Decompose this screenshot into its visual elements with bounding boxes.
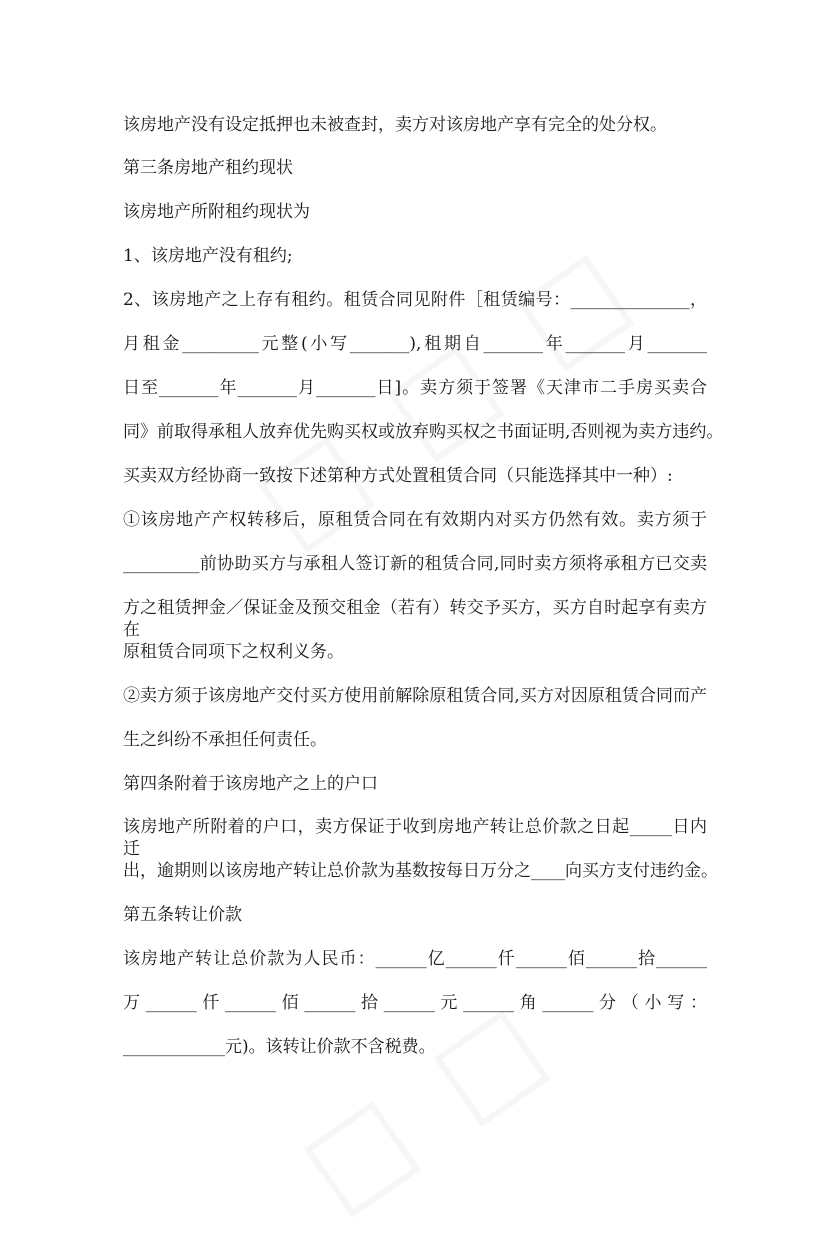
paragraph-line: _________前协助买方与承租人签订新的租赁合同,同时卖方须将承租方已交卖 <box>123 554 707 574</box>
section-heading: 第五条转让价款 <box>123 905 242 925</box>
paragraph-line: 月租金_________元整(小写_______),租期自_______年_______月_______ <box>123 334 707 354</box>
paragraph-line: 买卖双方经协商一致按下述第种方式处置租赁合同（只能选择其中一种）: <box>123 466 673 486</box>
paragraph-line: 原租赁合同项下之权利义务。 <box>123 642 344 662</box>
paragraph-line: ____________元)。该转让价款不含税费。 <box>123 1037 436 1057</box>
paragraph-line: 出，逾期则以该房地产转让总价款为基数按每日万分之____向买方支付违约金。 <box>123 861 718 881</box>
paragraph-line: 方之租赁押金／保证金及预交租金（若有）转交予买方，买方自时起享有卖方在 <box>123 598 707 640</box>
paragraph-line: 该房地产没有设定抵押也未被查封，卖方对该房地产享有完全的处分权。 <box>123 115 667 135</box>
paragraph-line: 日至_______年_______月_______日]。卖方须于签署《天津市二手房买卖合 <box>123 378 707 398</box>
list-item: ②卖方须于该房地产交付买方使用前解除原租赁合同,买方对因原租赁合同而产 <box>123 686 707 706</box>
paragraph-line: 该房地产所附着的户口，卖方保证于收到房地产转让总价款之日起_____日内迁 <box>123 817 707 859</box>
list-item: 2、该房地产之上存有租约。租赁合同见附件［租赁编号：______________， <box>123 290 707 310</box>
paragraph-line: 该房地产转让总价款为人民币：______亿______仟______佰______拾______ <box>123 949 707 969</box>
section-heading: 第四条附着于该房地产之上的户口 <box>123 774 378 794</box>
paragraph-line: 同》前取得承租人放弃优先购买权或放弃购买权之书面证明,否则视为卖方违约。 <box>123 422 724 442</box>
paragraph-line: 生之纠纷不承担任何责任。 <box>123 730 327 750</box>
section-heading: 第三条房地产租约现状 <box>123 158 293 178</box>
list-item: ①该房地产产权转移后，原租赁合同在有效期内对买方仍然有效。卖方须于 <box>123 510 707 530</box>
paragraph-line: 该房地产所附租约现状为 <box>123 202 310 222</box>
list-item: 1、该房地产没有租约; <box>123 246 293 266</box>
paragraph-line: 万 ______ 仟 ______ 佰 ______ 拾 ______ 元 ______ 角 ______ 分 （ 小 写 ： <box>123 993 707 1013</box>
